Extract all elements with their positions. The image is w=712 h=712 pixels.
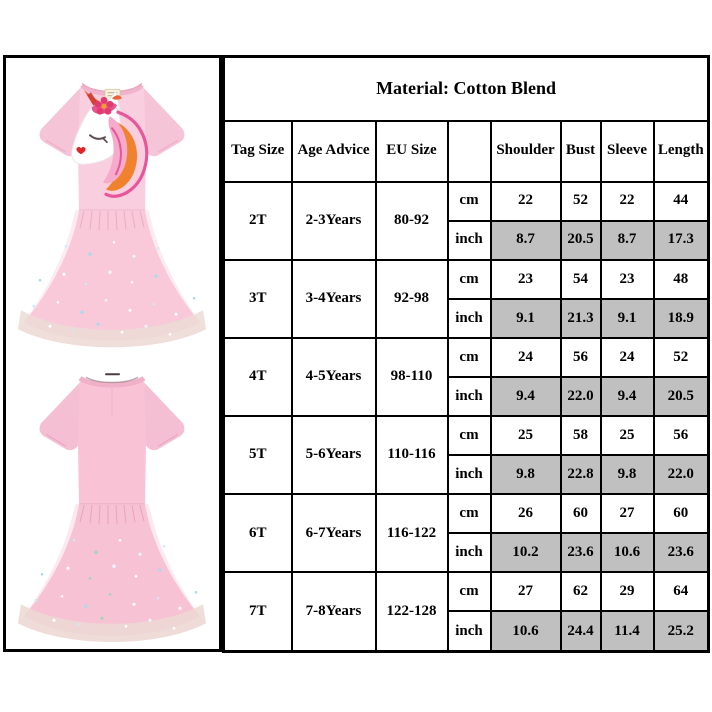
measure-cm-cell: 52	[561, 182, 601, 221]
measure-cm-cell: 58	[561, 416, 601, 455]
size-row-cm-4T	[224, 338, 709, 377]
measure-cm-cell: 56	[654, 416, 709, 455]
measure-inch-cell: 8.7	[491, 221, 561, 260]
measure-inch-cell: 21.3	[561, 299, 601, 338]
measure-inch-cell: 9.8	[491, 455, 561, 494]
measure-cm-cell: 26	[491, 494, 561, 533]
unit-cm-cell: cm	[448, 260, 491, 299]
measure-inch-cell: 10.6	[491, 611, 561, 651]
age-advice-cell: 2-3Years	[292, 182, 376, 260]
measure-cm-cell: 64	[654, 572, 709, 611]
unit-cm-cell: cm	[448, 416, 491, 455]
eu-size-cell: 116-122	[376, 494, 448, 572]
col-header-unit	[448, 121, 491, 182]
measure-inch-cell: 8.7	[601, 221, 654, 260]
measure-cm-cell: 60	[561, 494, 601, 533]
measure-cm-cell: 44	[654, 182, 709, 221]
measure-inch-cell: 9.8	[601, 455, 654, 494]
eu-size-cell: 122-128	[376, 572, 448, 651]
measure-inch-cell: 22.0	[654, 455, 709, 494]
measure-inch-cell: 22.8	[561, 455, 601, 494]
measure-inch-cell: 9.1	[491, 299, 561, 338]
measure-cm-cell: 23	[601, 260, 654, 299]
size-row-cm-7T	[224, 572, 709, 611]
measure-inch-cell: 25.2	[654, 611, 709, 651]
col-header-tag-size: Tag Size	[224, 121, 292, 182]
measure-cm-cell: 60	[654, 494, 709, 533]
unit-inch-cell: inch	[448, 455, 491, 494]
measure-cm-cell: 22	[601, 182, 654, 221]
measure-cm-cell: 25	[491, 416, 561, 455]
eu-size-cell: 92-98	[376, 260, 448, 338]
size-chart-table	[222, 55, 710, 653]
tag-size-cell: 6T	[224, 494, 292, 572]
unit-cm-cell: cm	[448, 182, 491, 221]
material-header-row	[224, 57, 709, 121]
measure-cm-cell: 25	[601, 416, 654, 455]
tag-size-cell: 3T	[224, 260, 292, 338]
measure-cm-cell: 27	[491, 572, 561, 611]
measure-inch-cell: 23.6	[654, 533, 709, 572]
size-row-cm-2T	[224, 182, 709, 221]
measure-inch-cell: 20.5	[561, 221, 601, 260]
size-row-cm-6T	[224, 494, 709, 533]
measure-cm-cell: 48	[654, 260, 709, 299]
unit-cm-cell: cm	[448, 338, 491, 377]
material-header: Material: Cotton Blend	[224, 57, 709, 121]
tag-size-cell: 4T	[224, 338, 292, 416]
unit-cm-cell: cm	[448, 572, 491, 611]
measure-cm-cell: 52	[654, 338, 709, 377]
measure-inch-cell: 11.4	[601, 611, 654, 651]
measure-inch-cell: 18.9	[654, 299, 709, 338]
measure-inch-cell: 10.6	[601, 533, 654, 572]
col-header-age-advice: Age Advice	[292, 121, 376, 182]
age-advice-cell: 7-8Years	[292, 572, 376, 651]
measure-inch-cell: 24.4	[561, 611, 601, 651]
measure-cm-cell: 24	[491, 338, 561, 377]
unit-inch-cell: inch	[448, 377, 491, 416]
dress-back-illustration	[6, 354, 219, 650]
measure-inch-cell: 22.0	[561, 377, 601, 416]
unit-inch-cell: inch	[448, 221, 491, 260]
measure-inch-cell: 17.3	[654, 221, 709, 260]
measure-inch-cell: 23.6	[561, 533, 601, 572]
product-photo-front	[6, 58, 219, 354]
age-advice-cell: 3-4Years	[292, 260, 376, 338]
measure-inch-cell: 10.2	[491, 533, 561, 572]
dress-front-illustration	[6, 58, 219, 354]
eu-size-cell: 110-116	[376, 416, 448, 494]
column-header-row	[224, 121, 709, 182]
tag-size-cell: 5T	[224, 416, 292, 494]
unit-cm-cell: cm	[448, 494, 491, 533]
col-header-length: Length	[654, 121, 709, 182]
col-header-sleeve: Sleeve	[601, 121, 654, 182]
measure-cm-cell: 62	[561, 572, 601, 611]
measure-cm-cell: 23	[491, 260, 561, 299]
measure-cm-cell: 24	[601, 338, 654, 377]
measure-inch-cell: 9.1	[601, 299, 654, 338]
unit-inch-cell: inch	[448, 533, 491, 572]
eu-size-cell: 80-92	[376, 182, 448, 260]
age-advice-cell: 5-6Years	[292, 416, 376, 494]
age-advice-cell: 6-7Years	[292, 494, 376, 572]
measure-inch-cell: 20.5	[654, 377, 709, 416]
measure-inch-cell: 9.4	[601, 377, 654, 416]
measure-cm-cell: 56	[561, 338, 601, 377]
measure-cm-cell: 27	[601, 494, 654, 533]
tag-size-cell: 2T	[224, 182, 292, 260]
product-image-panel	[3, 55, 222, 652]
size-row-cm-5T	[224, 416, 709, 455]
unit-inch-cell: inch	[448, 611, 491, 651]
size-row-cm-3T	[224, 260, 709, 299]
measure-cm-cell: 29	[601, 572, 654, 611]
tag-size-cell: 7T	[224, 572, 292, 651]
measure-cm-cell: 54	[561, 260, 601, 299]
col-header-shoulder: Shoulder	[491, 121, 561, 182]
product-photo-back	[6, 354, 219, 650]
measure-inch-cell: 9.4	[491, 377, 561, 416]
measure-cm-cell: 22	[491, 182, 561, 221]
age-advice-cell: 4-5Years	[292, 338, 376, 416]
eu-size-cell: 98-110	[376, 338, 448, 416]
col-header-bust: Bust	[561, 121, 601, 182]
unit-inch-cell: inch	[448, 299, 491, 338]
col-header-eu-size: EU Size	[376, 121, 448, 182]
